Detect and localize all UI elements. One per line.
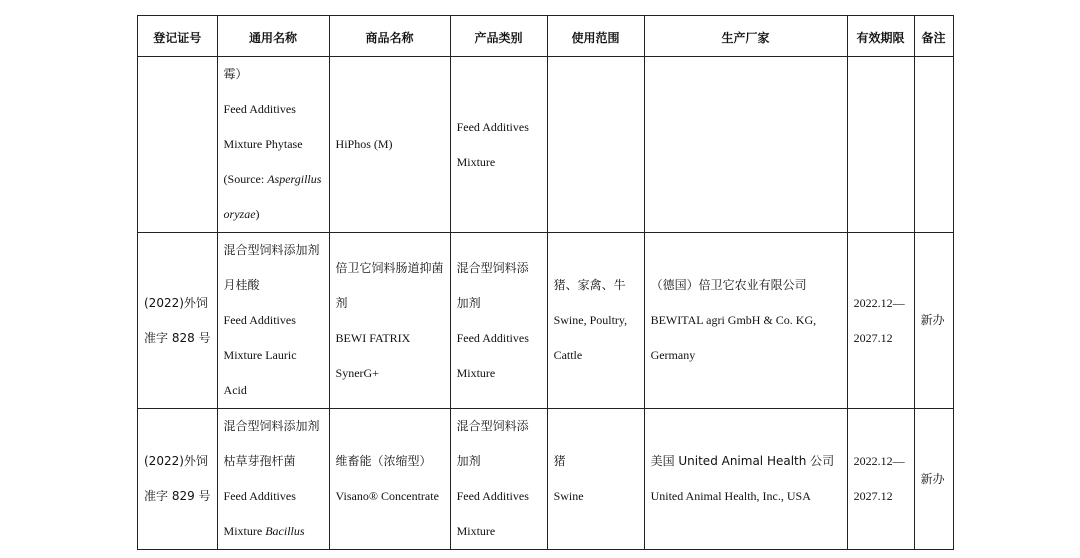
scope-cell	[547, 57, 644, 233]
header-trade-name: 商品名称	[329, 16, 450, 57]
trade-name-line: 维畜能（浓缩型）	[335, 454, 432, 468]
generic-name-line: Feed Additives	[223, 313, 296, 327]
header-reg-no: 登记证号	[138, 16, 218, 57]
header-validity: 有效期限	[847, 16, 914, 57]
manufacturer-line: BEWITAL agri GmbH & Co. KG,	[650, 313, 817, 327]
generic-name-line	[224, 197, 323, 232]
remark-cell	[914, 409, 953, 550]
generic-name-cell	[217, 57, 329, 233]
generic-name-line: 混合型饲料添加剂	[223, 243, 320, 257]
species-italic: Aspergillus	[267, 172, 322, 186]
trade-name-cell	[329, 57, 450, 233]
scope-cell	[547, 409, 644, 550]
registration-table-page	[137, 15, 954, 550]
reg-no-cell	[138, 57, 218, 233]
scope-line: Cattle	[553, 348, 583, 362]
table-row	[138, 409, 954, 550]
header-scope: 使用范围	[547, 16, 644, 57]
scope-line: Swine	[553, 489, 584, 503]
manufacturer-cell	[644, 409, 847, 550]
category-line: 加剂	[456, 454, 481, 468]
generic-name-line: Acid	[223, 383, 247, 397]
remark-cell	[914, 233, 953, 409]
generic-name-text: Mixture	[223, 524, 266, 538]
generic-name-line: Mixture Lauric	[223, 348, 297, 362]
generic-name-text: (Source:	[223, 172, 268, 186]
reg-no-line: (2022)外饲	[144, 454, 208, 468]
generic-name-line	[224, 514, 323, 549]
manufacturer-cell	[644, 233, 847, 409]
category-line: Feed Additives	[456, 330, 529, 345]
reg-no-cell	[138, 233, 218, 409]
category-line: Feed Additives	[456, 489, 529, 503]
registration-table	[137, 15, 954, 550]
table-row	[138, 57, 954, 233]
header-category: 产品类别	[450, 16, 547, 57]
table-header-row	[138, 16, 954, 57]
validity-line: 2022.12—	[853, 454, 905, 468]
generic-name-line: 枯草芽孢杆菌	[223, 454, 296, 468]
trade-name-cell	[329, 409, 450, 550]
category-cell	[450, 409, 547, 550]
scope-line: Swine, Poultry,	[553, 313, 628, 327]
table-row	[138, 233, 954, 409]
category-line: Mixture	[456, 154, 496, 169]
reg-no-line: (2022)外饲	[144, 295, 208, 310]
remark-text: 新办	[920, 313, 945, 327]
trade-name-line: 剂	[335, 295, 348, 310]
validity-line: 2027.12	[853, 489, 893, 503]
species-italic: Bacillus	[265, 524, 305, 538]
trade-name-line: 倍卫它饲料肠道抑菌	[335, 260, 444, 275]
generic-name-line	[224, 162, 323, 197]
category-cell	[450, 233, 547, 409]
category-line: Mixture	[456, 365, 496, 380]
category-cell	[450, 57, 547, 233]
validity-cell	[847, 409, 914, 550]
reg-no-line: 准字 828 号	[144, 330, 211, 345]
generic-name-text: )	[255, 207, 260, 221]
manufacturer-cell	[644, 57, 847, 233]
scope-line: 猪、家禽、牛	[553, 278, 626, 292]
manufacturer-line: （德国）倍卫它农业有限公司	[650, 278, 807, 292]
generic-name-line: 混合型饲料添加剂	[223, 419, 320, 433]
reg-no-line: 准字 829 号	[144, 489, 211, 503]
generic-name-cell	[217, 409, 329, 550]
generic-name-line: Feed Additives	[223, 489, 296, 503]
generic-name-cell	[217, 233, 329, 409]
generic-name-line: 霉）	[223, 67, 248, 81]
generic-name-line: Feed Additives	[223, 102, 296, 116]
category-line: 加剂	[456, 295, 481, 310]
reg-no-cell	[138, 409, 218, 550]
validity-cell	[847, 57, 914, 233]
scope-cell	[547, 233, 644, 409]
category-line: Mixture	[456, 524, 496, 538]
trade-name-line: Visano® Concentrate	[335, 489, 439, 503]
trade-name-cell	[329, 233, 450, 409]
manufacturer-line: United Animal Health, Inc., USA	[650, 489, 811, 503]
manufacturer-line: Germany	[650, 348, 696, 362]
trade-name-line: BEWI FATRIX	[335, 330, 411, 345]
remark-text: 新办	[920, 471, 945, 486]
header-generic-name: 通用名称	[217, 16, 329, 57]
validity-cell	[847, 233, 914, 409]
validity-line: 2022.12—	[853, 295, 905, 310]
scope-line: 猪	[553, 454, 566, 468]
generic-name-line: 月桂酸	[223, 278, 260, 292]
category-line: Feed Additives	[456, 119, 529, 134]
trade-name-line: SynerG+	[335, 365, 379, 380]
remark-cell	[914, 57, 953, 233]
header-remark: 备注	[914, 16, 953, 57]
validity-line: 2027.12	[853, 330, 893, 345]
species-italic: oryzae	[223, 207, 256, 221]
generic-name-line: Mixture Phytase	[223, 137, 303, 151]
header-manufacturer: 生产厂家	[644, 16, 847, 57]
manufacturer-line: 美国 United Animal Health 公司	[650, 454, 835, 468]
category-line: 混合型饲料添	[456, 260, 529, 275]
category-line: 混合型饲料添	[456, 419, 529, 433]
trade-name-line: HiPhos (M)	[335, 137, 393, 151]
